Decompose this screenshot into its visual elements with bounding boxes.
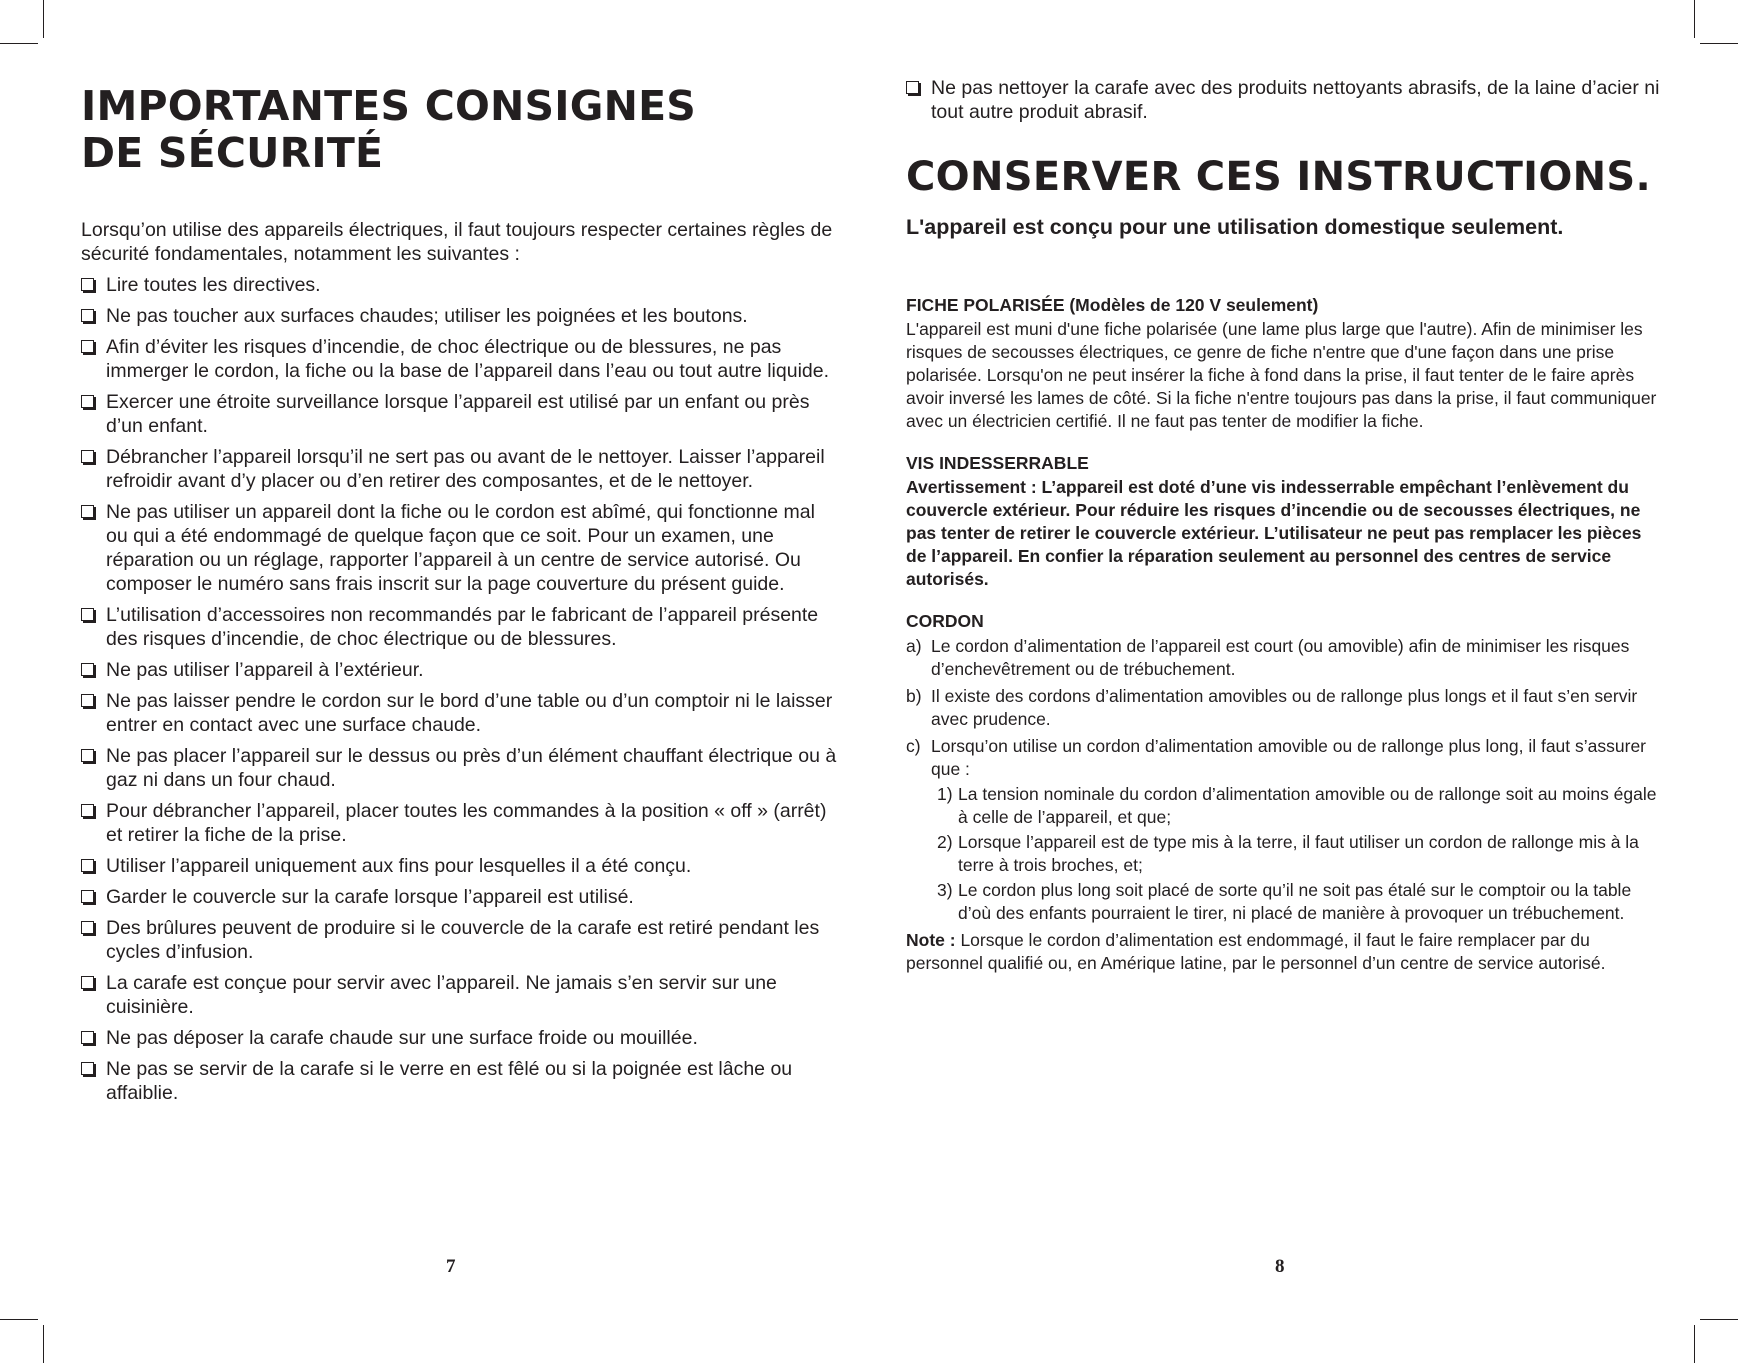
checklist-item-text: Exercer une étroite surveillance lorsque l’appareil est utilisé par un enfant ou près d’un enfant.	[106, 391, 810, 437]
list-marker: b)	[906, 686, 922, 706]
checkbox-icon	[906, 81, 919, 94]
checklist-item-text: Utiliser l’appareil uniquement aux fins pour lesquelles il a été conçu.	[106, 855, 692, 877]
checklist-item-text: Pour débrancher l’appareil, placer toutes les commandes à la position « off » (arrêt) et retirer la fiche de la prise.	[106, 800, 827, 846]
checklist-item	[81, 799, 841, 847]
safety-checklist	[81, 273, 841, 1105]
sublist-item	[906, 831, 1666, 877]
list-marker: c)	[906, 736, 921, 756]
page-number-left: 7	[446, 1256, 456, 1277]
checkbox-icon	[81, 749, 94, 762]
page-right	[906, 76, 1666, 975]
page-number-right: 8	[1275, 1256, 1285, 1277]
checklist-item-text: Ne pas placer l’appareil sur le dessus ou près d’un élément chauffant électrique ou à gaz ni dans un four chaud.	[106, 745, 837, 791]
checklist-item	[81, 744, 841, 792]
checklist-item	[81, 971, 841, 1019]
checkbox-icon	[81, 450, 94, 463]
list-marker: 2)	[937, 832, 953, 852]
list-marker: a)	[906, 636, 922, 656]
cordon-note	[906, 929, 1666, 975]
checklist-item-text: Des brûlures peuvent de produire si le couvercle de la carafe est retiré pendant les cycles d’infusion.	[106, 917, 820, 963]
intro-paragraph: Lorsqu’on utilise des appareils électriques, il faut toujours respecter certaines règles de sécurité fondamentales, notamment les suivantes :	[81, 219, 833, 265]
checkbox-icon	[81, 859, 94, 872]
list-item	[906, 685, 1666, 731]
checklist-item-text: Ne pas nettoyer la carafe avec des produits nettoyants abrasifs, de la laine d’acier ni tout autre produit abrasif.	[931, 77, 1660, 123]
checklist-item	[81, 885, 841, 909]
note-text: Lorsque le cordon d’alimentation est endommagé, il faut le faire remplacer par du personnel qualifié ou, en Amérique latine, par le personnel d’un centre de service autorisé.	[906, 930, 1606, 973]
checkbox-icon	[81, 663, 94, 676]
list-item-text: Le cordon d’alimentation de l’appareil est court (ou amovible) afin de minimiser les risques d’enchevêtrement ou de trébuchement.	[931, 636, 1630, 679]
section-cordon	[906, 610, 1666, 975]
checklist-item	[81, 689, 841, 737]
crop-mark-top-right-v	[1694, 0, 1695, 38]
checklist-item-text: Ne pas déposer la carafe chaude sur une surface froide ou mouillée.	[106, 1027, 698, 1049]
conserver-title: CONSERVER CES INSTRUCTIONS.	[906, 154, 1652, 200]
checklist-item-text: Lire toutes les directives.	[106, 274, 321, 296]
checklist-item	[81, 335, 841, 383]
section-vis-indesserrable	[906, 452, 1666, 591]
note-label: Note :	[906, 930, 956, 950]
crop-mark-top-right-h	[1700, 43, 1738, 44]
list-item	[906, 635, 1666, 681]
checklist-item	[81, 603, 841, 651]
section-body-warning: Avertissement : L’appareil est doté d’une vis indesserrable empêchant l’enlèvement du couvercle extérieur. Pour réduire les risques d’incendie ou de secousses électriques, ne pas tenter de retirer le couvercle extérieur. L’utilisateur ne peut pas remplacer les pièces de l’appareil. En confier la réparation seulement au personnel des centres de service autorisés.	[906, 477, 1642, 589]
checklist-item-text: Ne pas utiliser l’appareil à l’extérieur.	[106, 659, 424, 681]
checklist-item-text: Garder le couvercle sur la carafe lorsque l’appareil est utilisé.	[106, 886, 634, 908]
checklist-item-text: La carafe est conçue pour servir avec l’appareil. Ne jamais s’en servir sur une cuisinière.	[106, 972, 777, 1018]
list-marker: 1)	[937, 784, 953, 804]
checkbox-icon	[81, 921, 94, 934]
sublist-item	[906, 879, 1666, 925]
checklist-item-text: L’utilisation d’accessoires non recommandés par le fabricant de l’appareil présente des risques d’incendie, de choc électrique ou de blessures.	[106, 604, 819, 650]
checkbox-icon	[81, 608, 94, 621]
cordon-list	[906, 635, 1666, 925]
checklist-item	[81, 1026, 841, 1050]
checklist-item	[81, 854, 841, 878]
safety-title	[81, 83, 841, 177]
checklist-item	[81, 304, 841, 328]
cordon-sublist	[906, 783, 1666, 925]
crop-mark-top-left-h	[0, 43, 38, 44]
crop-mark-bottom-right-h	[1700, 1319, 1738, 1320]
list-item-text: Il existe des cordons d’alimentation amovibles ou de rallonge plus longs et il faut s’en servir avec prudence.	[931, 686, 1638, 729]
checklist-item-text: Ne pas utiliser un appareil dont la fiche ou le cordon est abîmé, qui fonctionne mal ou qui a été endommagé de quelque façon que ce soit. Pour un examen, une réparation ou un réglage, rapporter l’appareil à un centre de service autorisé. Ou composer le numéro sans frais inscrit sur la page couverture du présent guide.	[106, 501, 815, 595]
sublist-item-text: La tension nominale du cordon d’alimentation amovible ou de rallonge soit au moins égale à celle de l’appareil, et que;	[958, 784, 1657, 827]
safety-title-line-1: IMPORTANTES CONSIGNES	[81, 82, 697, 130]
checkbox-icon	[81, 278, 94, 291]
crop-mark-bottom-left-h	[0, 1319, 38, 1320]
checkbox-icon	[81, 395, 94, 408]
section-heading: VIS INDESSERRABLE	[906, 453, 1089, 473]
checklist-item-text: Ne pas laisser pendre le cordon sur le bord d’une table ou d’un comptoir ni le laisser entrer en contact avec une surface chaude.	[106, 690, 833, 736]
page-left	[81, 83, 841, 1112]
checklist-item	[81, 390, 841, 438]
section-heading: FICHE POLARISÉE (Modèles de 120 V seulement)	[906, 295, 1319, 315]
checkbox-icon	[81, 309, 94, 322]
checkbox-icon	[81, 1062, 94, 1075]
list-marker: 3)	[937, 880, 953, 900]
crop-mark-top-left-v	[43, 0, 44, 38]
crop-mark-bottom-left-v	[43, 1325, 44, 1363]
checklist-item	[81, 658, 841, 682]
checkbox-icon	[81, 804, 94, 817]
checklist-item-text: Débrancher l’appareil lorsqu’il ne sert pas ou avant de le nettoyer. Laisser l’appareil refroidir avant d’y placer ou d’en retirer des composantes, et de le nettoyer.	[106, 446, 825, 492]
checkbox-icon	[81, 890, 94, 903]
checkbox-icon	[81, 340, 94, 353]
checklist-item	[81, 273, 841, 297]
checklist-item-text: Ne pas toucher aux surfaces chaudes; utiliser les poignées et les boutons.	[106, 305, 748, 327]
sublist-item-text: Le cordon plus long soit placé de sorte qu’il ne soit pas étalé sur le comptoir ou la table d’où des enfants pourraient le tirer, ni placé de manière à provoquer un trébuchement.	[958, 880, 1632, 923]
section-fiche-polarisee	[906, 294, 1666, 433]
section-heading: CORDON	[906, 611, 984, 631]
safety-title-line-2: DE SÉCURITÉ	[81, 129, 384, 177]
checkbox-icon	[81, 1031, 94, 1044]
list-item	[906, 735, 1666, 925]
list-item-text: Lorsqu’on utilise un cordon d’alimentation amovible ou de rallonge plus long, il faut s’assurer que :	[931, 736, 1647, 779]
checklist-item	[81, 445, 841, 493]
domestic-use-note: L'appareil est conçu pour une utilisation domestique seulement.	[906, 215, 1564, 239]
checklist-item	[81, 500, 841, 596]
checklist-item	[81, 1057, 841, 1105]
checkbox-icon	[81, 694, 94, 707]
checklist-item-text: Afin d’éviter les risques d’incendie, de choc électrique ou de blessures, ne pas immerger le cordon, la fiche ou la base de l’appareil dans l’eau ou tout autre liquide.	[106, 336, 830, 382]
checkbox-icon	[81, 505, 94, 518]
checklist-item	[906, 76, 1666, 124]
sublist-item-text: Lorsque l’appareil est de type mis à la terre, il faut utiliser un cordon de rallonge mis à la terre à trois broches, et;	[958, 832, 1639, 875]
checklist-item-text: Ne pas se servir de la carafe si le verre en est fêlé ou si la poignée est lâche ou affaiblie.	[106, 1058, 793, 1104]
sublist-item	[906, 783, 1666, 829]
checkbox-icon	[81, 976, 94, 989]
section-body: L'appareil est muni d'une fiche polarisée (une lame plus large que l'autre). Afin de minimiser les risques de secousses électriques, ce genre de fiche n'entre que d'une façon dans une prise polarisée. Lorsqu'on ne peut insérer la fiche à fond dans la prise, il faut tenter de le faire après avoir inversé les lames de côté. Si la fiche n'entre toujours pas dans la prise, il faut communiquer avec un électricien certifié. Il ne faut pas tenter de modifier la fiche.	[906, 319, 1657, 431]
checklist-item	[81, 916, 841, 964]
crop-mark-bottom-right-v	[1694, 1325, 1695, 1363]
